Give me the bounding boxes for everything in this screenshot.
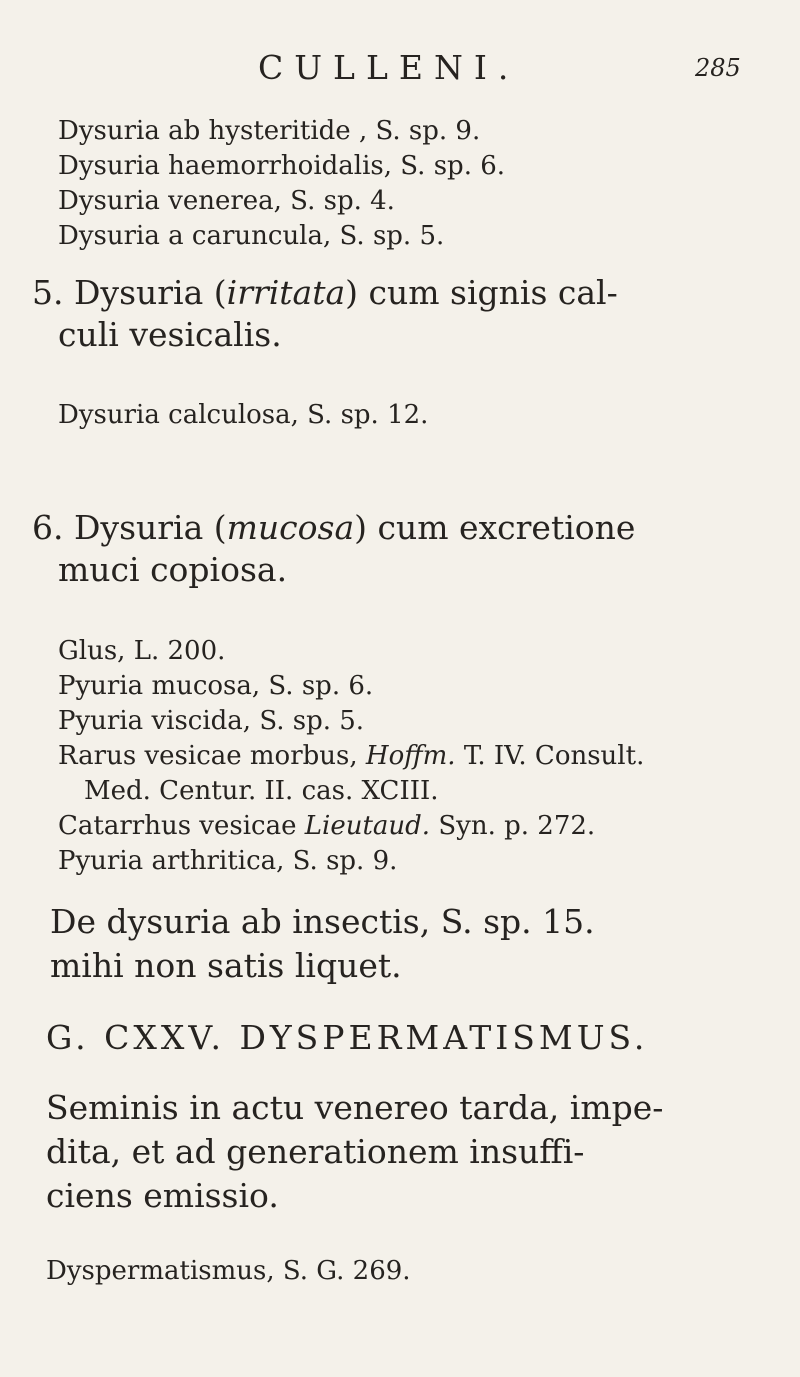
paragraph-line: mihi non satis liquet. xyxy=(50,946,402,985)
synonym-line: Dysuria ab hysteritide , S. sp. 9. xyxy=(58,116,481,146)
running-head: CULLENI. xyxy=(258,48,520,87)
page-header xyxy=(0,42,800,98)
synonym-line: Dysuria venerea, S. sp. 4. xyxy=(58,186,395,216)
synonym-line: Dysuria a caruncula, S. sp. 5. xyxy=(58,221,445,251)
page-number: 285 xyxy=(695,54,741,82)
species-6-heading: 6. Dysuria (mucosa) cum excretione xyxy=(32,508,636,547)
species-5-heading: 5. Dysuria (irritata) cum signis cal- xyxy=(32,273,618,312)
synonym-line: Dysuria haemorrhoidalis, S. sp. 6. xyxy=(58,151,506,181)
synonym-line-cont: Med. Centur. II. cas. XCIII. xyxy=(84,776,439,806)
synonym-line: Rarus vesicae morbus, Hoffm. T. IV. Consult. xyxy=(58,741,645,771)
synonym-line: Catarrhus vesicae Lieutaud. Syn. p. 272. xyxy=(58,811,596,841)
synonym-line: Pyuria arthritica, S. sp. 9. xyxy=(58,846,398,876)
synonym-line: Dysuria calculosa, S. sp. 12. xyxy=(58,400,429,430)
synonym-line: Pyuria viscida, S. sp. 5. xyxy=(58,706,365,736)
genus-definition-line: dita, et ad generationem insuffi- xyxy=(46,1132,585,1171)
genus-definition-line: ciens emissio. xyxy=(46,1176,279,1215)
synonym-line: Dyspermatismus, S. G. 269. xyxy=(46,1256,411,1286)
synonym-line: Glus, L. 200. xyxy=(58,636,226,666)
species-5-heading-cont: culi vesicalis. xyxy=(58,315,282,354)
paragraph-line: De dysuria ab insectis, S. sp. 15. xyxy=(50,902,595,941)
genus-definition-line: Seminis in actu venereo tarda, impe- xyxy=(46,1088,664,1127)
synonym-line: Pyuria mucosa, S. sp. 6. xyxy=(58,671,374,701)
genus-heading: G. CXXV. DYSPERMATISMUS. xyxy=(46,1018,649,1057)
species-6-heading-cont: muci copiosa. xyxy=(58,550,288,589)
